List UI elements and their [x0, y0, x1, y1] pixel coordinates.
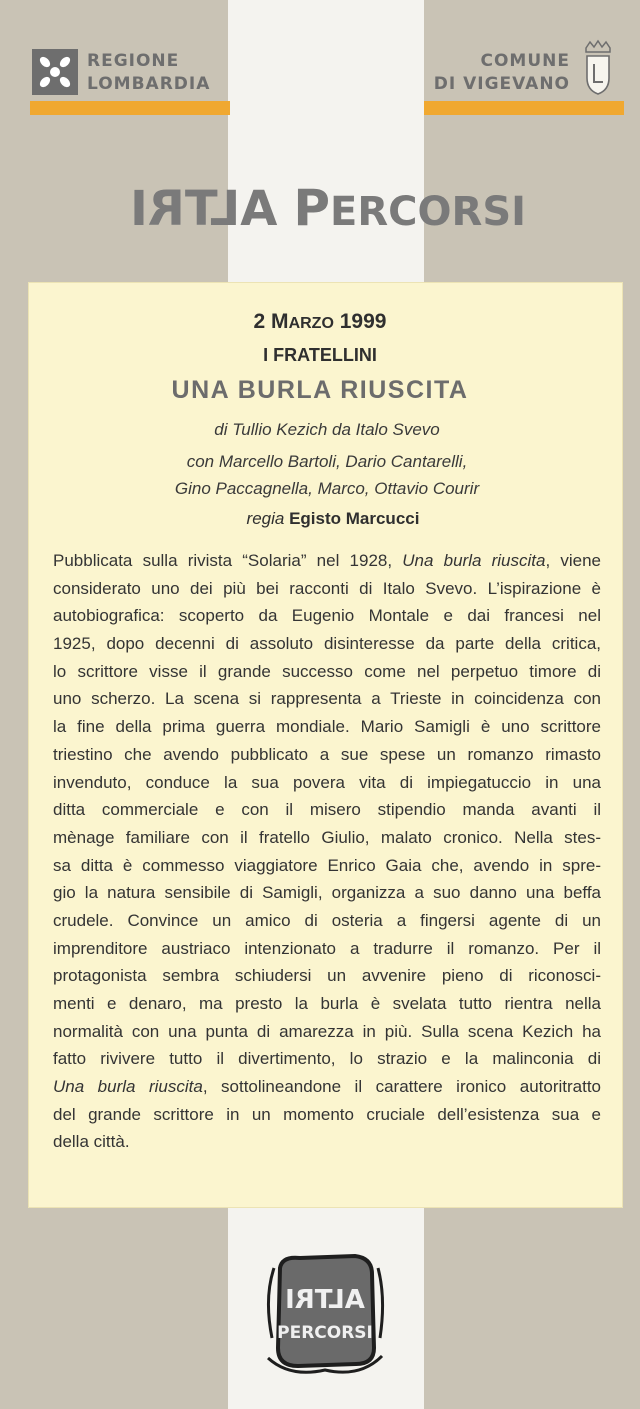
- company-name: I FRATELLINI: [263, 345, 377, 365]
- synopsis-line: [53, 962, 601, 990]
- synopsis-line: [53, 713, 601, 741]
- synopsis-line: [53, 935, 601, 963]
- header-accent-bar-right: [424, 101, 624, 115]
- play-title: UNA BURLA RIUSCITA: [171, 376, 469, 404]
- synopsis-segment: mènage familiare con il fratello Giulio, malato cronico. Nella stes-: [53, 827, 601, 847]
- synopsis-line: [53, 852, 601, 880]
- title-altri-mirrored: ALTRI: [130, 181, 278, 237]
- vigevano-crest-icon: [580, 38, 616, 98]
- synopsis-segment: della città.: [53, 1132, 130, 1152]
- date-month: ARZO: [288, 315, 334, 332]
- region-line-1: REGIONE: [87, 51, 180, 71]
- director-credit: [0, 509, 640, 529]
- bottom-logo-altri: ALTRI: [285, 1285, 365, 1315]
- synopsis-line: [53, 824, 601, 852]
- credit-cast-2: Gino Paccagnella, Marco, Ottavio Courir: [174, 479, 480, 498]
- credit-cast-1: con Marcello Bartoli, Dario Cantarelli,: [186, 452, 468, 471]
- synopsis-segment: sa ditta è commesso viaggiatore Enrico Gaia che, avendo in spre-: [53, 855, 601, 875]
- date-year: 1999: [333, 310, 387, 333]
- regia-name: Egisto Marcucci: [289, 509, 420, 528]
- synopsis-line: [53, 1018, 601, 1046]
- synopsis-segment: ditta commerciale e con il misero stipendio manda avanti il: [53, 800, 601, 820]
- synopsis-line: [53, 741, 601, 769]
- synopsis-line: [53, 1128, 601, 1156]
- synopsis-line: [53, 879, 601, 907]
- synopsis-segment: invenduto, conduce la sua povera vita di impiegatuccio in una: [53, 772, 601, 792]
- synopsis-line: [53, 1045, 601, 1073]
- synopsis-text: [53, 547, 601, 1156]
- synopsis-segment: , sottolineandone il carattere ironico autoritratto: [202, 1077, 601, 1097]
- synopsis-segment: autobiografica: scoperto da Eugenio Montale e dai francesi nel: [53, 606, 601, 626]
- synopsis-segment: 1925, dopo decenni di assoluto disinteresse da parte della critica,: [53, 634, 601, 654]
- synopsis-line: [53, 658, 601, 686]
- synopsis-segment: fatto rivivere tutto il divertimento, lo strazio e la malinconia di: [53, 1049, 601, 1069]
- date-day: 2 M: [253, 310, 289, 333]
- synopsis-italic-title: Una burla riuscita: [402, 551, 546, 570]
- synopsis-line: [53, 907, 601, 935]
- synopsis-line: [53, 575, 601, 603]
- synopsis-line: [53, 769, 601, 797]
- credit-author: di Tullio Kezich da Italo Svevo: [214, 420, 440, 439]
- synopsis-line: [53, 990, 601, 1018]
- synopsis-segment: gio la natura sensibile di Samigli, organizza a suo danno una beffa: [53, 883, 601, 903]
- synopsis-line: [53, 630, 601, 658]
- synopsis-segment: imprenditore austriaco intenzionato a tradurre il romanzo. Per il: [53, 938, 601, 958]
- synopsis-segment: crudele. Convince un amico di osteria a fingersi agente di un: [53, 910, 601, 930]
- regia-label: regia: [246, 509, 285, 528]
- synopsis-line: [53, 602, 601, 630]
- comune-vigevano-label: [420, 50, 570, 96]
- comune-line-1: COMUNE: [480, 51, 570, 71]
- synopsis-segment: la fine della prima guerra mondiale. Mario Samigli è uno scrittore: [53, 717, 601, 737]
- synopsis-segment: protagonista sembra schiudersi un avvenire pieno di riconosci-: [53, 966, 601, 986]
- title-percorsi-initial: P: [293, 179, 331, 237]
- synopsis-line: [53, 685, 601, 713]
- header-accent-bar-left: [30, 101, 230, 115]
- synopsis-segment: lo scrittore visse il grande successo come nel perpetuo timore di: [53, 661, 601, 681]
- synopsis-segment: triestino che avendo pubblicato a sue spese un romanzo rimasto: [53, 744, 601, 764]
- synopsis-line: [53, 547, 601, 575]
- synopsis-segment: uno scherzo. La scena si rappresenta a Trieste in coincidenza con: [53, 689, 601, 709]
- regione-lombardia-logo-icon: [32, 49, 78, 95]
- synopsis-segment: , viene: [545, 551, 601, 570]
- region-line-2: LOMBARDIA: [87, 74, 211, 94]
- synopsis-segment: Pubblicata sulla rivista “Solaria” nel 1928,: [53, 551, 403, 570]
- bottom-logo-percorsi: PERCORSI: [277, 1323, 373, 1343]
- synopsis-italic-title: Una burla riuscita: [53, 1077, 203, 1097]
- synopsis-line: [53, 1073, 601, 1101]
- synopsis-line: [53, 796, 601, 824]
- main-title: [130, 173, 530, 243]
- altri-percorsi-logo-icon: [260, 1238, 390, 1388]
- synopsis-segment: del grande scrittore in un momento cruciale dell’esistenza sua e: [53, 1104, 601, 1124]
- synopsis-segment: menti e denaro, ma presto la burla è svelata tutto rientra nella: [53, 994, 601, 1013]
- regione-lombardia-label: [87, 50, 237, 96]
- synopsis-line: [53, 1101, 601, 1129]
- synopsis-segment: considerato uno dei più bei racconti di Italo Svevo. L’ispirazione è: [53, 578, 601, 598]
- comune-line-2: DI VIGEVANO: [433, 74, 570, 94]
- synopsis-segment: normalità con una punta di amarezza in più. Sulla scena Kezich ha: [53, 1021, 601, 1041]
- title-percorsi-rest: ERCORSI: [330, 189, 527, 235]
- event-date: [0, 310, 640, 334]
